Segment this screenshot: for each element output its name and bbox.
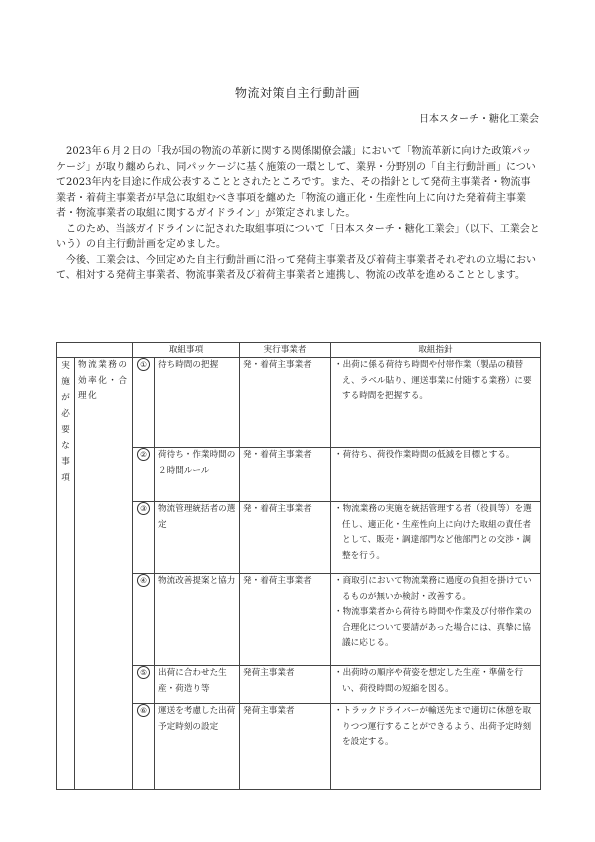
row-item: 荷待ち・作業時間の２時間ルール [155,448,240,502]
organization-name: 日本スターチ・糖化工業会 [419,114,539,125]
row-executor: 発荷主事業者 [240,704,331,790]
intro-paragraph-1: 2023年６月２日の「我が国の物流の革新に関する関係閣僚会議」において「物流革新に向けた政策パッケージ」が取り纏められ、同パッケージに基く施策の一環として、業界・分野別の「自主行動計画」について2023年内を目途に作成公表することとされたところです。また、その指針として発荷主事業者・物流事業者・着荷主事業者が早急に取組むべき事項を纏めた「物流の適正化・生産性向上に向けた発着荷主事業者・物流事業者の取組に関するガイドライン」が策定されました。 [56,146,536,219]
action-plan-table [56,342,541,790]
row-executor: 発・着荷主事業者 [240,448,331,502]
detail-line: ・商取引において物流業務に過度の負担を掛けているものが無いか検討・改善する。 [334,576,532,602]
introduction-text [56,144,540,284]
row-number: ⑥ [137,704,150,717]
section-label-char: 必 [61,409,70,419]
intro-paragraph-2: このため、当該ガイドラインに記された取組事項について「日本スターチ・糖化工業会」（以下、工業会という）の自主行動計画を定めました。 [56,223,540,250]
section-label-char: 実 [61,361,70,371]
row-details [331,666,541,704]
section-label-char: 事 [61,457,70,467]
row-details [331,448,541,502]
row-number: ⑤ [137,666,150,679]
detail-line: ・荷待ち、荷役作業時間の低減を目標とする。 [334,450,515,460]
section-label-char: が [61,393,70,403]
detail-line: ・物流事業者から荷待ち時間や作業及び付帯作業の合理化について要請があった場合には、真摯に協議に応じる。 [334,607,532,648]
detail-line: ・物流業務の実施を統括管理する者（役員等）を選任し、適正化・生産性向上に向けた取組の責任者として、販売・調達部門など他部門との交渉・調整を行う。 [334,504,532,561]
header-executor: 実行事業者 [240,343,331,358]
document-title: 物流対策自主行動計画 [234,86,360,100]
row-executor: 発・着荷主事業者 [240,502,331,574]
detail-line: ・トラックドライバーが輸送先まで適切に休憩を取りつつ運行することができるよう、出荷予定時刻を設定する。 [334,706,532,747]
detail-line: ・出荷に係る荷待ち時間や付帯作業（製品の積替え、ラベル貼り、運送事業に付随する業務）に要する時間を把握する。 [334,360,532,401]
row-details [331,358,541,448]
row-details [331,502,541,574]
header-guideline: 取組指針 [331,343,541,358]
section-label-char: 要 [61,425,70,435]
section-label [57,358,75,790]
row-item: 物流管理統括者の選定 [155,502,240,574]
table-header-row [57,343,541,358]
row-item: 運送を考慮した出荷予定時刻の設定 [155,704,240,790]
row-details [331,704,541,790]
table-row [57,358,541,448]
row-item: 出荷に合わせた生産・荷造り等 [155,666,240,704]
row-number: ① [137,358,150,371]
section-label-char: 項 [61,473,70,483]
section-label-char: な [61,441,70,451]
row-item: 物流改善提案と協力 [155,574,240,666]
row-executor: 発荷主事業者 [240,666,331,704]
header-item: 取組事項 [133,343,240,358]
section-label-char: 施 [61,377,70,387]
row-details [331,574,541,666]
category-label: 物流業務の効率化・合理化 [75,358,133,790]
intro-paragraph-3: 今後、工業会は、今回定めた自主行動計画に沿って発荷主事業者及び着荷主事業者それぞれの立場において、相対する発荷主事業者、物流事業者及び着荷主事業者と連携し、物流の改革を進めることとします。 [56,254,536,281]
row-executor: 発・着荷主事業者 [240,358,331,448]
row-number: ② [137,448,150,461]
detail-line: ・出荷時の順序や荷姿を想定した生産・準備を行い、荷役時間の短縮を図る。 [334,668,524,694]
row-item: 待ち時間の把握 [155,358,240,448]
row-number: ③ [137,502,150,515]
row-executor: 発・着荷主事業者 [240,574,331,666]
header-blank [57,343,133,358]
row-number: ④ [137,574,150,587]
